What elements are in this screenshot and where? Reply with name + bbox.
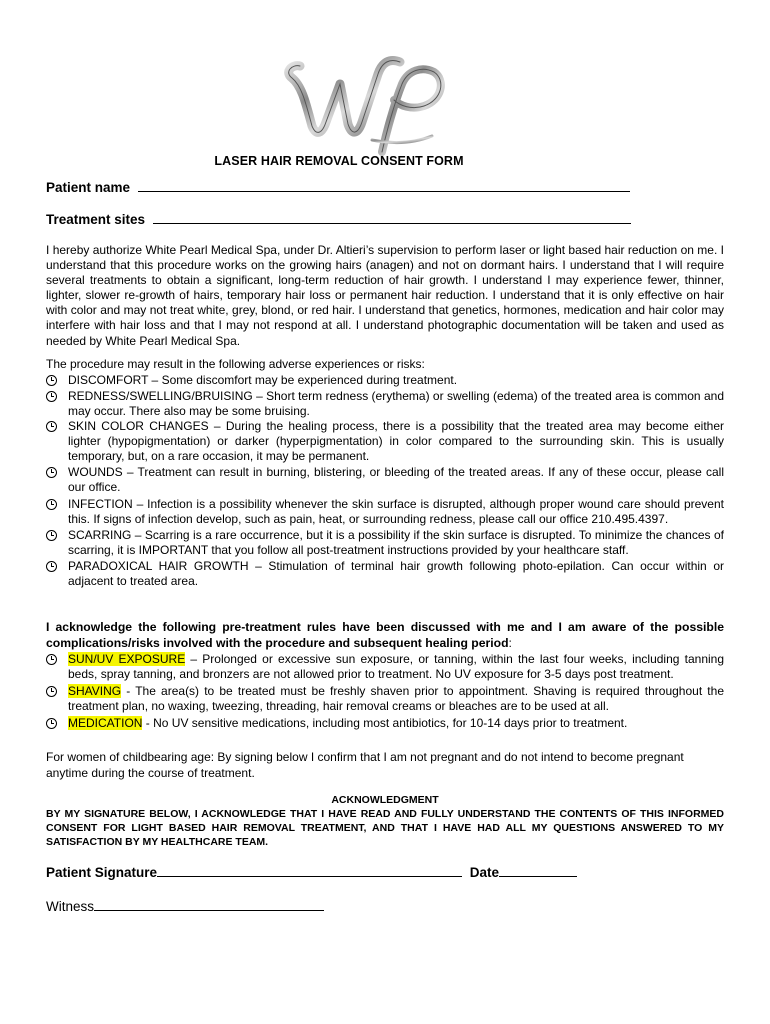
clock-icon xyxy=(46,391,57,402)
list-item: REDNESS/SWELLING/BRUISING – Short term redness (erythema) or swelling (edema) of the treated area is common and may occur. There also may be some bruising. xyxy=(46,389,724,419)
witness-line[interactable] xyxy=(94,897,324,911)
list-item: SKIN COLOR CHANGES – During the healing process, there is a possibility that the treated area may become either lighter (hypopigmentation) or darker (hyperpigmentation) in color compared to the surrounding skin. This is usually temporary, but, on a rare occasion, it may be permanent. xyxy=(46,419,724,464)
witness-label: Witness xyxy=(46,899,95,914)
white-pearl-logo xyxy=(262,44,462,156)
date-line[interactable] xyxy=(499,863,577,877)
list-item: WOUNDS – Treatment can result in burning, blistering, or bleeding of the treated areas. If any of these occur, please call our office. xyxy=(46,465,724,495)
patient-signature-line[interactable] xyxy=(157,863,462,877)
risks-intro: The procedure may result in the following adverse experiences or risks: xyxy=(46,357,425,371)
clock-icon xyxy=(46,467,57,478)
signature-row xyxy=(46,863,577,880)
list-item: MEDICATION - No UV sensitive medications, including most antibiotics, for 10-14 days prior to treatment. xyxy=(46,716,724,731)
clock-icon xyxy=(46,654,57,665)
date-label: Date xyxy=(469,865,500,880)
patient-name-line[interactable] xyxy=(138,178,630,192)
list-item: SUN/UV EXPOSURE – Prolonged or excessive sun exposure, or tanning, within the last four weeks, including tanning beds, spray tanning, and bronzers are not allowed prior to treatment. No UV exposure for 3-5 days post treatment. xyxy=(46,652,724,682)
list-item: SCARRING – Scarring is a rare occurrence, but it is a possibility if the skin surface is disrupted. To minimize the chances of scarring, it is IMPORTANT that you follow all post-treatment instructions provided by your healthcare staff. xyxy=(46,528,724,558)
pretreatment-acknowledgment: I acknowledge the following pre-treatment rules have been discussed with me and I am aware of the possible complications/risks involved with the procedure and subsequent healing period: xyxy=(46,620,724,650)
list-item: PARADOXICAL HAIR GROWTH – Stimulation of terminal hair growth following photo-epilation. Can occur within or adjacent to treated area. xyxy=(46,559,724,589)
patient-signature-label: Patient Signature xyxy=(46,865,158,880)
clock-icon xyxy=(46,421,57,432)
form-title: LASER HAIR REMOVAL CONSENT FORM xyxy=(214,154,464,168)
acknowledgment-heading: ACKNOWLEDGMENT xyxy=(331,794,439,806)
risks-list xyxy=(46,373,724,589)
authorization-paragraph: I hereby authorize White Pearl Medical Spa, under Dr. Altieri’s supervision to perform laser or light based hair reduction on me. I understand that this procedure works on the growing hairs (anagen) and not on dormant hairs. I understand that I will require several treatments to obtain a significant, long-term reduction of hair growth. I understand I may experience fewer, thinner, lighter, slower re-growth of hairs, temporary hair loss or permanent hair reduction. I understand that it is only effective on hair with color and may not treat white, grey, blond, or red hair. I understand that genetics, hormones, medication and hair color may interfere with hair loss and that I may not respond at all. I understand photographic documentation will be taken and used as needed by White Pearl Medical Spa. xyxy=(46,243,724,348)
patient-name-label: Patient name xyxy=(46,180,131,195)
witness-row xyxy=(46,897,324,914)
rule-label-highlight: SUN/UV EXPOSURE xyxy=(68,652,186,666)
list-item: INFECTION – Infection is a possibility whenever the skin surface is disrupted, although proper wound care should prevent this. If signs of infection develop, such as pain, heat, or surrounding redness, please call our office 210.495.4397. xyxy=(46,497,724,527)
clock-icon xyxy=(46,686,57,697)
clock-icon xyxy=(46,561,57,572)
childbearing-note: For women of childbearing age: By signing below I confirm that I am not pregnant and do not intend to become pregnant anytime during the course of treatment. xyxy=(46,750,684,780)
patient-name-field[interactable] xyxy=(46,178,630,195)
treatment-sites-label: Treatment sites xyxy=(46,212,146,227)
treatment-sites-field[interactable] xyxy=(46,210,631,227)
list-item: DISCOMFORT – Some discomfort may be experienced during treatment. xyxy=(46,373,724,388)
list-item: SHAVING - The area(s) to be treated must be freshly shaven prior to appointment. Shaving is required throughout the treatment plan, no waxing, tweezing, threading, hair removal creams or bleaches are to be used at all. xyxy=(46,684,724,714)
treatment-sites-line[interactable] xyxy=(153,210,631,224)
clock-icon xyxy=(46,530,57,541)
clock-icon xyxy=(46,718,57,729)
rule-label-highlight: SHAVING xyxy=(68,684,122,699)
acknowledgment-body: BY MY SIGNATURE BELOW, I ACKNOWLEDGE THAT I HAVE READ AND FULLY UNDERSTAND THE CONTENTS OF THIS INFORMED CONSENT FOR LIGHT BASED HAIR REMOVAL TREATMENT, AND THAT I HAVE HAD ALL MY QUESTIONS ANSWERED TO MY SATISFACTION BY MY HEALTHCARE TEAM. xyxy=(46,808,724,848)
clock-icon xyxy=(46,375,57,386)
rule-label-highlight: MEDICATION xyxy=(68,716,143,731)
clock-icon xyxy=(46,499,57,510)
pretreatment-rules-list xyxy=(46,652,724,733)
